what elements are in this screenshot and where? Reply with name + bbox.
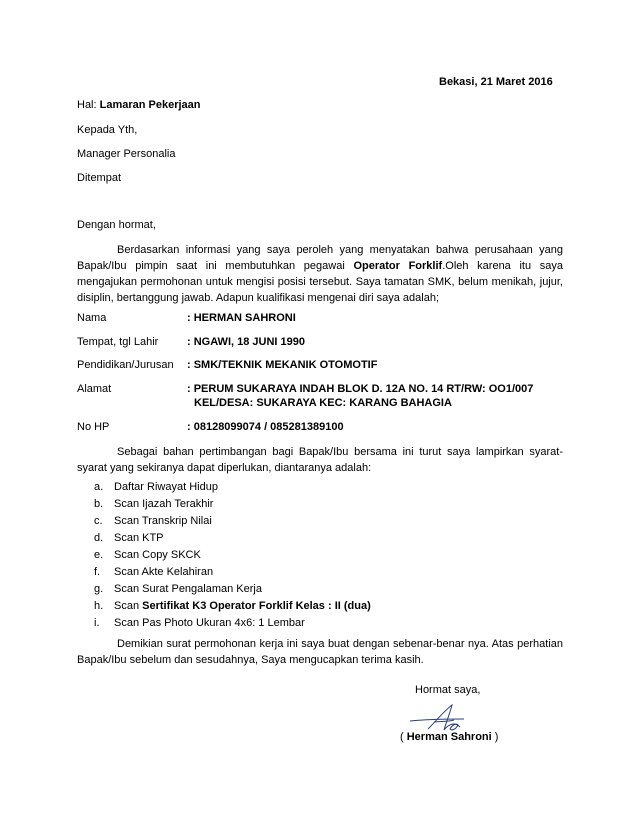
- list-item-letter: d.: [94, 532, 104, 544]
- place-date: Bekasi, 21 Maret 2016: [439, 76, 553, 88]
- list-item: Scan Pas Photo Ukuran 4x6: 1 Lembar: [114, 617, 305, 629]
- location: Ditempat: [77, 172, 122, 184]
- intro-text-2: .Oleh karena itu saya mengajukan permohonan untuk mengisi posisi tersebut. Saya tamatan SMK, belum menikah, jujur, disiplin, bertanggung jawab. Adapun kualifikasi mengenai diri saya adalah;: [77, 260, 563, 304]
- greeting: Dengan hormat,: [77, 219, 156, 231]
- identity-label: Nama: [77, 312, 107, 324]
- identity-value: : HERMAN SAHRONI: [187, 312, 296, 324]
- identity-value: : SMK/TEKNIK MEKANIK OTOMOTIF: [187, 359, 378, 371]
- identity-value: : NGAWI, 18 JUNI 1990: [187, 336, 305, 348]
- intro-text-1: Berdasarkan informasi yang saya peroleh yang menyatakan bahwa perusahaan yang Bapak/Ibu pimpin saat ini membutuhkan pegawai: [77, 244, 563, 272]
- list-item-letter: e.: [94, 549, 104, 561]
- list-item-text: Scan: [114, 600, 143, 612]
- subject-label: Hal:: [77, 99, 97, 111]
- list-item-letter: c.: [94, 515, 103, 527]
- paren-open: (: [400, 731, 407, 743]
- handwritten-signature: [406, 701, 466, 733]
- attachments-intro: Sebagai bahan pertimbangan bagi Bapak/Ibu bersama ini turut saya lampirkan syarat-syarat yang sekiranya dapat diperlukan, diantaranya adalah:: [77, 446, 563, 474]
- list-item-letter: g.: [94, 583, 104, 595]
- identity-label: Pendidikan/Jurusan: [77, 359, 174, 371]
- recipient: Manager Personalia: [77, 148, 176, 160]
- list-item: Scan Ijazah Terakhir: [114, 498, 214, 510]
- identity-value-line2: KEL/DESA: SUKARAYA KEC: KARANG BAHAGIA: [194, 397, 452, 409]
- list-item-letter: f.: [94, 566, 101, 578]
- list-item: Scan Transkrip Nilai: [114, 515, 212, 527]
- to-line: Kepada Yth,: [77, 124, 138, 136]
- subject-value: Lamaran Pekerjaan: [99, 99, 201, 111]
- list-item: Scan KTP: [114, 532, 164, 544]
- identity-label: Alamat: [77, 383, 112, 395]
- list-item-letter: h.: [94, 600, 104, 612]
- certificate-text: Sertifikat K3 Operator Forklif Kelas : II (dua): [142, 600, 371, 612]
- signer-name: Herman Sahroni: [406, 731, 492, 743]
- list-item-letter: a.: [94, 481, 104, 493]
- list-item: Daftar Riwayat Hidup: [114, 481, 218, 493]
- list-item-letter: i.: [94, 617, 100, 629]
- sign-off: Hormat saya,: [415, 684, 481, 696]
- list-item: Scan Copy SKCK: [114, 549, 201, 561]
- list-item: Scan Akte Kelahiran: [114, 566, 214, 578]
- closing-paragraph: Demikian surat permohonan kerja ini saya buat dengan sebenar-benar nya. Atas perhatian Bapak/Ibu sebelum dan sesudahnya, Saya mengucapkan terima kasih.: [77, 638, 563, 666]
- intro-paragraph: [77, 242, 563, 306]
- intro-position: Operator Forklif: [353, 260, 443, 272]
- list-item-letter: b.: [94, 498, 104, 510]
- list-item: Scan Surat Pengalaman Kerja: [114, 583, 262, 595]
- signature-name: [400, 731, 498, 743]
- list-item: [114, 600, 371, 612]
- identity-label: Tempat, tgl Lahir: [77, 336, 159, 348]
- paren-close: ): [491, 731, 499, 743]
- identity-value: : 08128099074 / 085281389100: [187, 421, 344, 433]
- identity-label: No HP: [77, 421, 110, 433]
- identity-value: : PERUM SUKARAYA INDAH BLOK D. 12A NO. 14 RT/RW: OO1/007: [187, 383, 534, 395]
- subject-line: [77, 99, 201, 111]
